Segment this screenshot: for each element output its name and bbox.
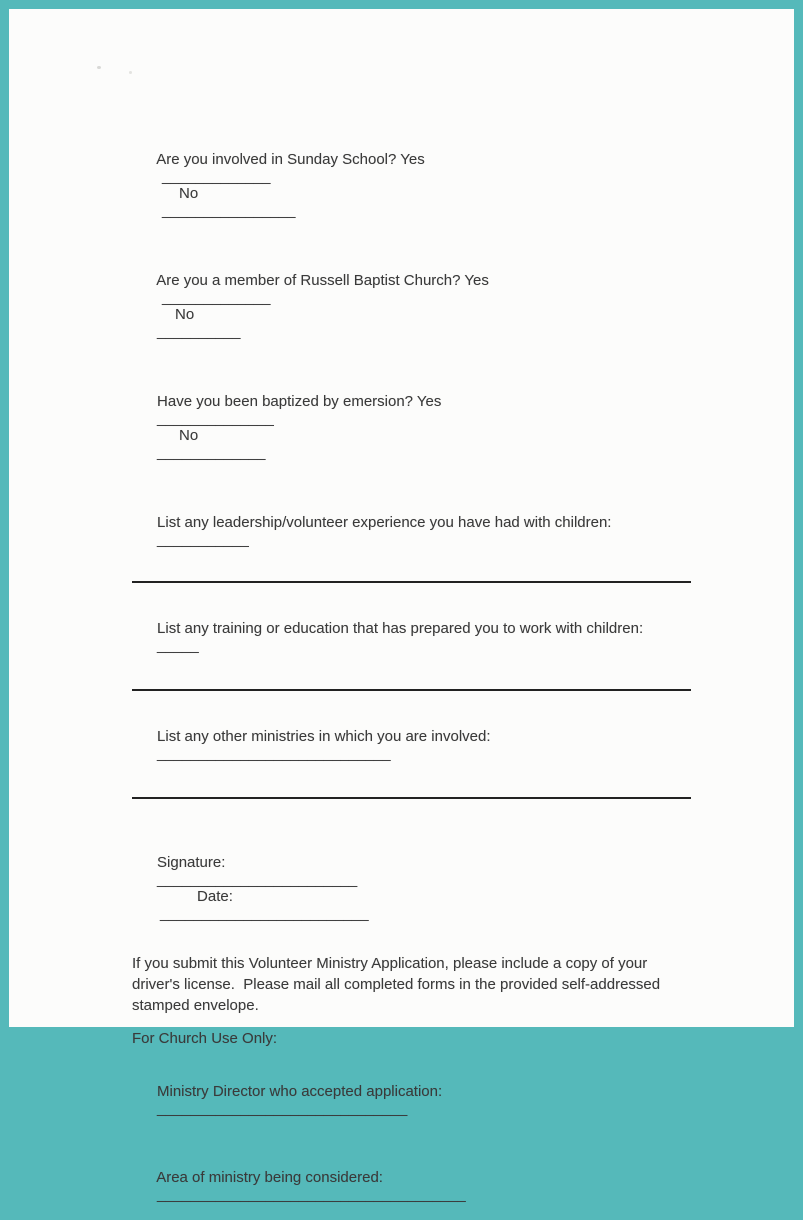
yes-blank[interactable]: _____________ bbox=[162, 168, 271, 185]
ministry-area-row bbox=[132, 1152, 694, 1220]
ministry-director-row bbox=[132, 1066, 694, 1134]
signature-row bbox=[132, 837, 694, 939]
answer-blank[interactable]: ___________ bbox=[157, 531, 249, 548]
date-blank[interactable]: _________________________ bbox=[160, 905, 369, 922]
scanned-page bbox=[9, 9, 794, 1203]
question-label: List any leadership/volunteer experience you have had with children: bbox=[157, 514, 612, 531]
no-blank[interactable]: _____________ bbox=[157, 444, 266, 461]
no-label: No bbox=[179, 185, 199, 202]
signature-label: Signature: bbox=[157, 854, 226, 871]
question-label: Are you a member of Russell Baptist Church? Yes bbox=[156, 272, 489, 289]
church-use-heading: For Church Use Only: bbox=[132, 1030, 278, 1047]
director-blank[interactable]: ______________________________ bbox=[157, 1100, 408, 1117]
answer-line[interactable] bbox=[132, 689, 691, 691]
question-other-ministries bbox=[132, 711, 694, 779]
answer-line[interactable] bbox=[132, 581, 691, 583]
no-blank[interactable]: __________ bbox=[157, 323, 241, 340]
no-label: No bbox=[179, 427, 199, 444]
question-label: List any other ministries in which you are involved: bbox=[157, 728, 495, 745]
yes-blank[interactable]: ______________ bbox=[157, 410, 274, 427]
no-label: No bbox=[175, 306, 195, 323]
question-label: Have you been baptized by emersion? Yes bbox=[157, 393, 442, 410]
scan-artifact bbox=[129, 71, 132, 74]
area-blank[interactable]: _____________________________________ bbox=[157, 1186, 466, 1203]
question-church-member bbox=[132, 255, 694, 357]
answer-blank[interactable]: _____ bbox=[157, 637, 199, 654]
question-training bbox=[132, 603, 694, 671]
form-content bbox=[132, 134, 694, 1220]
question-label: Are you involved in Sunday School? Yes bbox=[156, 151, 425, 168]
question-sunday-school bbox=[132, 134, 694, 236]
area-label: Area of ministry being considered: bbox=[156, 1169, 388, 1186]
question-leadership-experience bbox=[132, 497, 694, 565]
question-label: List any training or education that has prepared you to work with children: bbox=[157, 620, 648, 637]
answer-blank[interactable]: ____________________________ bbox=[157, 745, 391, 762]
yes-blank[interactable]: _____________ bbox=[162, 289, 271, 306]
question-baptized bbox=[132, 376, 694, 478]
director-label: Ministry Director who accepted application: bbox=[157, 1083, 443, 1100]
scan-artifact bbox=[97, 66, 101, 69]
no-blank[interactable]: ________________ bbox=[162, 202, 296, 219]
submission-instructions: If you submit this Volunteer Ministry Application, please include a copy of your driver's license. Please mail all completed forms in the provided self-addressed stamped envelope. bbox=[132, 955, 665, 1014]
date-label: Date: bbox=[197, 888, 233, 905]
signature-blank[interactable]: ________________________ bbox=[157, 871, 358, 888]
answer-line[interactable] bbox=[132, 797, 691, 799]
